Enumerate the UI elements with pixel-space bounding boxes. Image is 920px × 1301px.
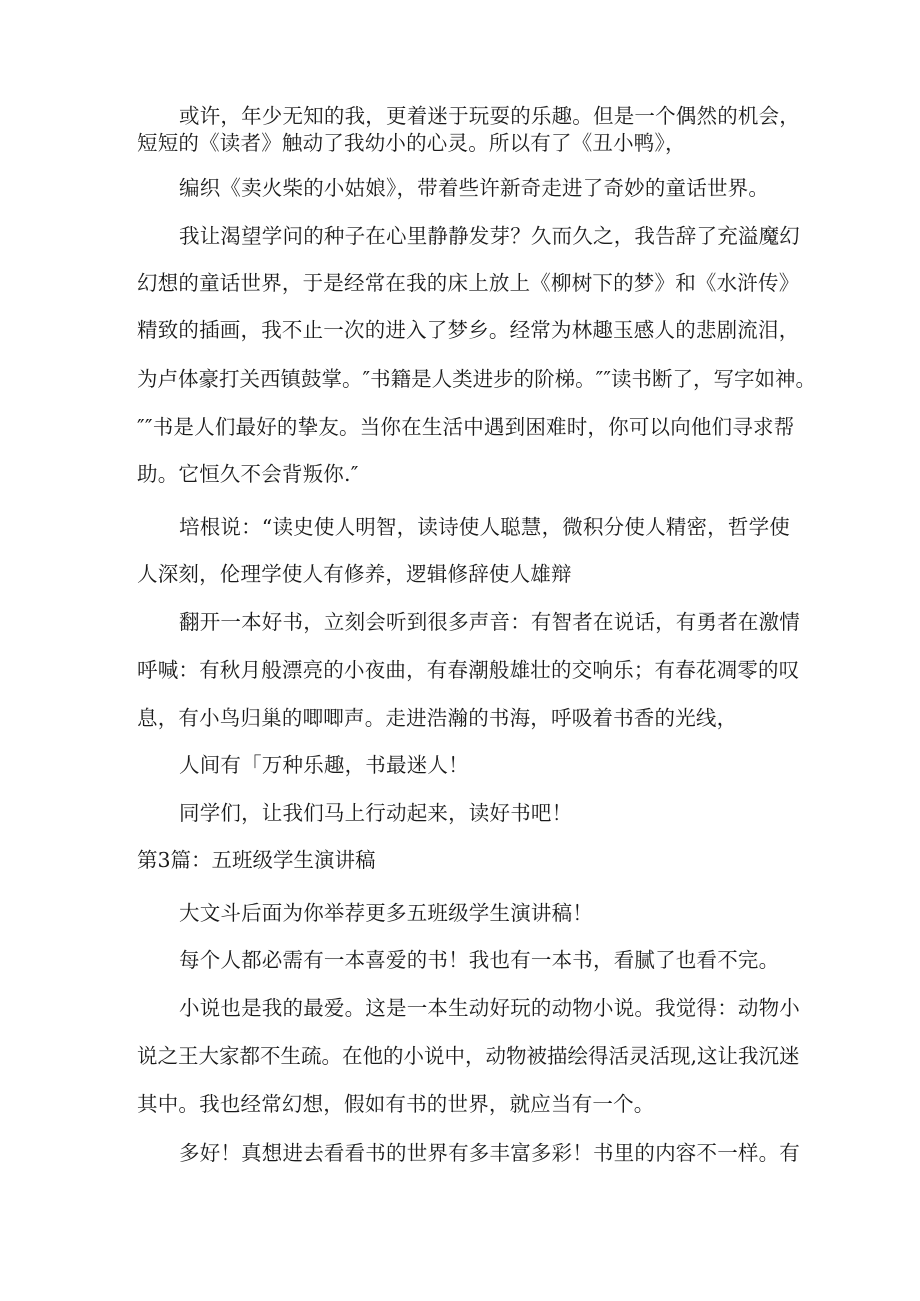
paragraph-3-line-1: 我让渴望学问的种子在心里静静发芽？久而久之，我告辞了充溢魔幻 [179,224,800,248]
paragraph-5-line-3: 息，有小鸟归巢的唧唧声。走进浩瀚的书海，呼吸着书香的光线， [137,706,738,730]
section-heading: 第3篇：五班级学生演讲稿 [137,848,376,872]
paragraph-3-line-4: 为卢体豪打关西镇鼓掌。″书籍是人类进步的阶梯。″″读书断了，写字如神。 [137,367,816,391]
paragraph-1-line-1: 或许，年少无知的我，更着迷于玩耍的乐趣。但是一个偶然的机会， [179,104,800,128]
paragraph-4-line-1: 培根说：“读史使人明智，读诗使人聪慧，微积分使人精密，哲学使 [179,515,790,539]
paragraph-10-line-3: 其中。我也经常幻想，假如有书的世界，就应当有一个。 [137,1092,655,1116]
paragraph-8-line-1: 大文斗后面为你举荐更多五班级学生演讲稿！ [179,901,593,925]
paragraph-3-line-2: 幻想的童话世界，于是经常在我的床上放上《柳树下的梦》和《水浒传》 [137,271,800,295]
paragraph-7-line-1: 同学们，让我们马上行动起来，读好书吧！ [179,801,573,825]
paragraph-10-line-2: 说之王大家都不生疏。在他的小说中，动物被描绘得活灵活现,这让我沉迷 [137,1044,800,1068]
paragraph-3-line-6: 助。它恒久不会背叛你.″ [137,462,359,486]
paragraph-11-line-1: 多好！真想进去看看书的世界有多丰富多彩！书里的内容不一样。有 [179,1141,800,1165]
paragraph-9-line-1: 每个人都必需有一本喜爱的书！我也有一本书，看腻了也看不完。 [179,948,780,972]
paragraph-2-line-1: 编织《卖火柴的小姑娘》，带着些许新奇走进了奇妙的童话世界。 [179,176,770,200]
paragraph-4-line-2: 人深刻，伦理学使人有修养，逻辑修辞使人雄辩 [137,562,572,586]
paragraph-3-line-3: 精致的插画，我不止一次的进入了梦乡。经常为林趣玉感人的悲剧流泪， [137,318,800,342]
paragraph-5-line-2: 呼喊：有秋月般漂亮的小夜曲，有春潮般雄壮的交响乐；有春花凋零的叹 [137,658,800,682]
paragraph-6-line-1: 人间有「万种乐趣，书最迷人！ [179,753,469,777]
paragraph-3-line-5: ″″书是人们最好的挚友。当你在生活中遇到困难时，你可以向他们寻求帮 [137,415,795,439]
paragraph-10-line-1: 小说也是我的最爱。这是一本生动好玩的动物小说。我觉得：动物小 [179,996,800,1020]
paragraph-5-line-1: 翻开一本好书，立刻会听到很多声音：有智者在说话，有勇者在激情 [179,610,800,634]
paragraph-1-line-2: 短短的《读者》触动了我幼小的心灵。所以有了《丑小鸭》， [137,131,686,155]
